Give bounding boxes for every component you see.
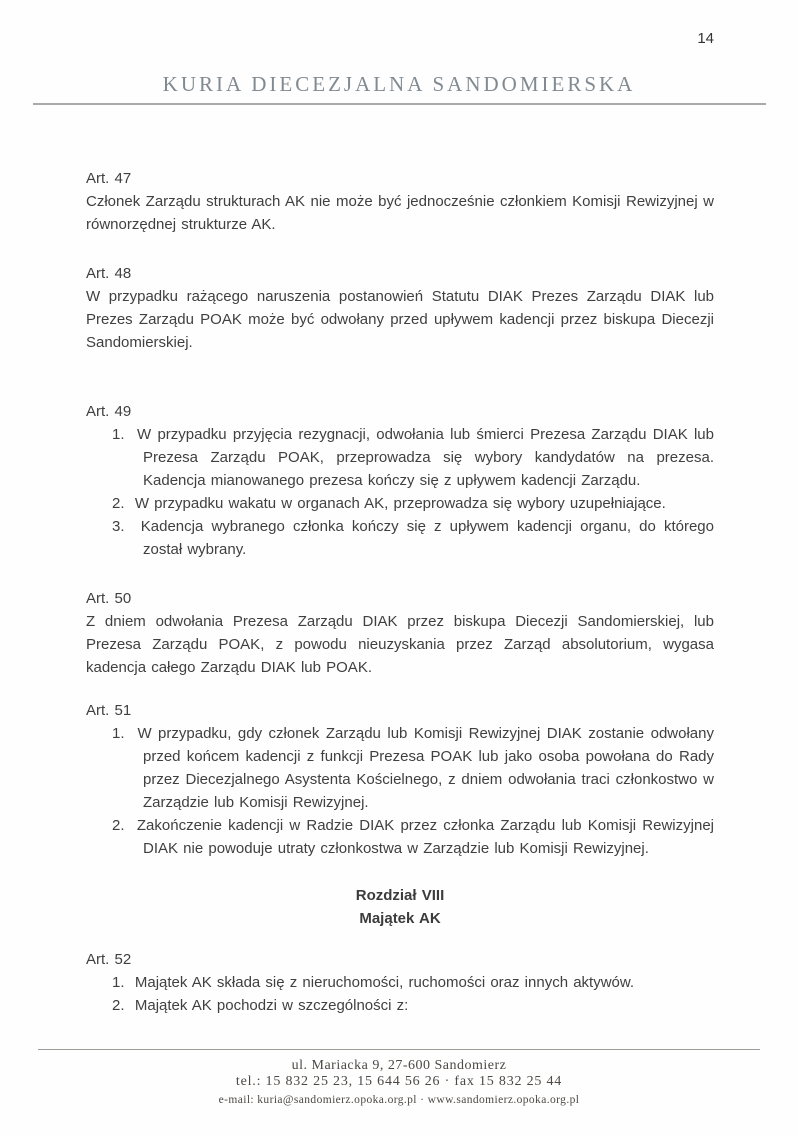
article-47-paragraph: Członek Zarządu strukturach AK nie może być jednocześnie członkiem Komisji Rewizyjnej w równorzędnej strukturze AK.	[86, 193, 714, 233]
chapter-heading	[86, 884, 714, 930]
page-number: 14	[697, 30, 714, 47]
footer-address: ul. Mariacka 9, 27-600 Sandomierz	[291, 1058, 507, 1073]
article-49	[86, 400, 714, 561]
footer-rule	[38, 1049, 760, 1050]
article-47	[86, 167, 714, 236]
article-51	[86, 699, 714, 860]
article-50	[86, 587, 714, 679]
article-47-heading: Art. 47	[86, 170, 132, 187]
letterhead-header	[0, 0, 798, 105]
article-52	[86, 948, 714, 1017]
article-50-paragraph: Z dniem odwołania Prezesa Zarządu DIAK przez biskupa Diecezji Sandomierskiej, lub Prezesa Zarządu POAK, z powodu nieuzyskania przez Zarząd absolutorium, wygasa kadencja całego Zarządu DIAK lub POAK.	[86, 613, 714, 676]
article-51-list	[86, 722, 714, 860]
list-item: W przypadku, gdy członek Zarządu lub Komisji Rewizyjnej DIAK zostanie odwołany przed końcem kadencji z funkcji Prezesa POAK lub jako osoba powołana do Rady przez Diecezjalnego Asystenta Kościelnego, z dniem odwołania traci członkostwo w Zarządzie lub Komisji Rewizyjnej.	[137, 725, 714, 811]
header-rule	[33, 103, 766, 105]
footer-phone: tel.: 15 832 25 23, 15 644 56 26 · fax 15 832 25 44	[235, 1074, 563, 1089]
list-item: Kadencja wybranego członka kończy się z upływem kadencji organu, do którego został wybrany.	[140, 518, 714, 558]
article-48	[86, 262, 714, 354]
list-item: Zakończenie kadencji w Radzie DIAK przez członka Zarządu lub Komisji Rewizyjnej DIAK nie powoduje utraty członkostwa w Zarządzie lub Komisji Rewizyjnej.	[136, 817, 714, 857]
footer-email-web: e-mail: kuria@sandomierz.opoka.org.pl · www.sandomierz.opoka.org.pl	[218, 1094, 580, 1106]
article-50-heading: Art. 50	[86, 590, 132, 607]
chapter-subtitle: Majątek AK	[359, 910, 441, 927]
chapter-title: Rozdział VIII	[355, 887, 445, 904]
article-52-heading: Art. 52	[86, 951, 132, 968]
article-49-list	[86, 423, 714, 561]
article-52-list	[86, 971, 714, 1017]
list-item: W przypadku wakatu w organach AK, przeprowadza się wybory uzupełniające.	[134, 495, 666, 512]
article-51-heading: Art. 51	[86, 702, 132, 719]
article-48-paragraph: W przypadku rażącego naruszenia postanowień Statutu DIAK Prezes Zarządu DIAK lub Prezes Zarządu POAK może być odwołany przed upływem kadencji przez biskupa Diecezji Sandomierskiej.	[86, 288, 714, 351]
list-item: Majątek AK pochodzi w szczególności z:	[134, 997, 409, 1014]
article-48-heading: Art. 48	[86, 265, 132, 282]
letterhead-footer	[0, 1049, 798, 1108]
list-item: Majątek AK składa się z nieruchomości, ruchomości oraz innych aktywów.	[134, 974, 635, 991]
document-body	[86, 167, 714, 1017]
list-item: W przypadku przyjęcia rezygnacji, odwołania lub śmierci Prezesa Zarządu DIAK lub Prezesa Zarządu POAK, przeprowadza się wybory kandydatów na prezesa. Kadencja mianowanego prezesa kończy się z upływem kadencji Zarządu.	[137, 426, 714, 489]
letterhead-title: KURIA DIECEZJALNA SANDOMIERSKA	[162, 72, 636, 96]
article-49-heading: Art. 49	[86, 403, 132, 420]
